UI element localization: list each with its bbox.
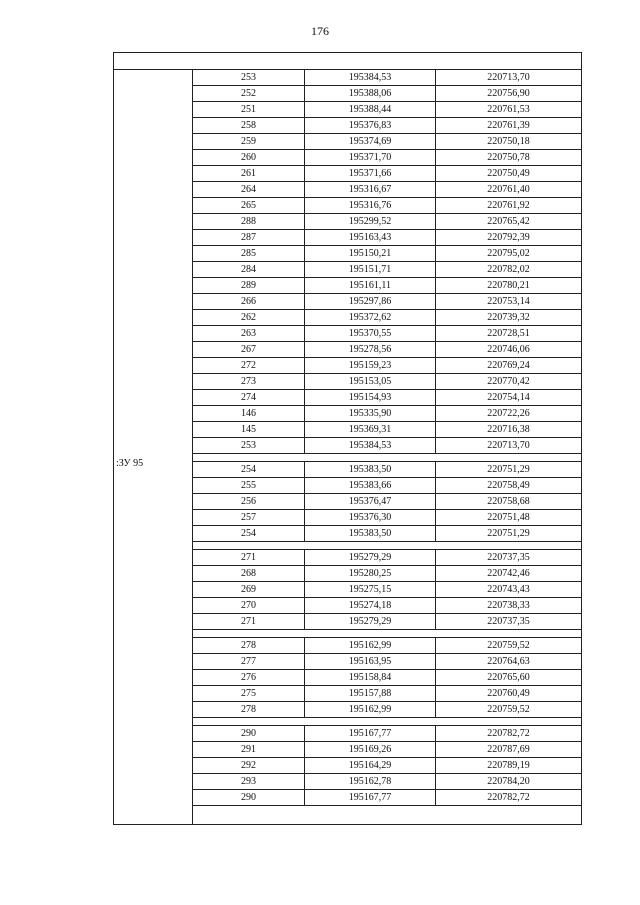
point-number: 253 [193, 70, 305, 85]
table-row [193, 582, 581, 598]
y-coordinate: 220795,02 [487, 248, 530, 259]
point-number: 256 [193, 494, 305, 509]
table-row [193, 102, 581, 118]
point-number: 274 [193, 390, 305, 405]
y-coordinate: 220750,18 [487, 136, 530, 147]
x-coordinate: 195376,47 [305, 494, 436, 509]
x-coordinate: 195169,26 [305, 742, 436, 757]
point-number: 146 [193, 406, 305, 421]
point-number: 260 [193, 150, 305, 165]
y-coordinate: 220760,49 [487, 688, 530, 699]
group-separator [193, 542, 581, 550]
x-coordinate: 195167,77 [305, 726, 436, 741]
table-row [193, 326, 581, 342]
coordinates-table [113, 52, 582, 825]
x-coordinate: 195388,44 [305, 102, 436, 117]
table-row [193, 686, 581, 702]
x-coordinate: 195161,11 [305, 278, 436, 293]
table-row [193, 598, 581, 614]
y-coordinate: 220737,35 [487, 552, 530, 563]
y-coordinate: 220751,48 [487, 512, 530, 523]
x-coordinate: 195158,84 [305, 670, 436, 685]
table-row [193, 478, 581, 494]
table-row [193, 422, 581, 438]
x-coordinate: 195157,88 [305, 686, 436, 701]
x-coordinate: 195388,06 [305, 86, 436, 101]
x-coordinate: 195163,95 [305, 654, 436, 669]
table-row [193, 166, 581, 182]
point-number: 287 [193, 230, 305, 245]
point-number: 284 [193, 262, 305, 277]
table-row [193, 390, 581, 406]
table-row [193, 70, 581, 86]
y-coordinate: 220761,53 [487, 104, 530, 115]
point-number: 264 [193, 182, 305, 197]
point-number: 257 [193, 510, 305, 525]
point-number: 285 [193, 246, 305, 261]
x-coordinate: 195279,29 [305, 550, 436, 565]
point-number: 258 [193, 118, 305, 133]
x-coordinate: 195279,29 [305, 614, 436, 629]
x-coordinate: 195374,69 [305, 134, 436, 149]
table-row [193, 374, 581, 390]
x-coordinate: 195371,66 [305, 166, 436, 181]
y-coordinate: 220769,24 [487, 360, 530, 371]
x-coordinate: 195278,56 [305, 342, 436, 357]
point-number: 255 [193, 478, 305, 493]
point-number: 289 [193, 278, 305, 293]
point-number: 259 [193, 134, 305, 149]
x-coordinate: 195162,99 [305, 702, 436, 717]
table-row [193, 134, 581, 150]
point-number: 262 [193, 310, 305, 325]
point-number: 278 [193, 702, 305, 717]
table-row [193, 462, 581, 478]
table-row [193, 246, 581, 262]
table-row [193, 262, 581, 278]
table-row [193, 214, 581, 230]
point-number: 269 [193, 582, 305, 597]
point-number: 252 [193, 86, 305, 101]
table-row [193, 670, 581, 686]
y-coordinate: 220738,33 [487, 600, 530, 611]
y-coordinate: 220782,72 [487, 792, 530, 803]
x-coordinate: 195164,29 [305, 758, 436, 773]
point-number: 254 [193, 462, 305, 477]
table-row [193, 702, 581, 718]
y-coordinate: 220765,60 [487, 672, 530, 683]
point-number: 251 [193, 102, 305, 117]
point-number: 277 [193, 654, 305, 669]
table-row [193, 526, 581, 542]
y-coordinate: 220761,40 [487, 184, 530, 195]
x-coordinate: 195153,05 [305, 374, 436, 389]
x-coordinate: 195383,66 [305, 478, 436, 493]
table-row [193, 310, 581, 326]
point-number: 261 [193, 166, 305, 181]
table-row [193, 86, 581, 102]
x-coordinate: 195150,21 [305, 246, 436, 261]
table-row [193, 550, 581, 566]
y-coordinate: 220751,29 [487, 464, 530, 475]
zone-label: :ЗУ 95 [116, 458, 144, 469]
y-coordinate: 220758,68 [487, 496, 530, 507]
point-number: 271 [193, 550, 305, 565]
point-number: 293 [193, 774, 305, 789]
y-coordinate: 220722,26 [487, 408, 530, 419]
y-coordinate: 220750,78 [487, 152, 530, 163]
y-coordinate: 220750,49 [487, 168, 530, 179]
point-number: 270 [193, 598, 305, 613]
y-coordinate: 220751,29 [487, 528, 530, 539]
y-coordinate: 220742,46 [487, 568, 530, 579]
x-coordinate: 195159,23 [305, 358, 436, 373]
x-coordinate: 195384,53 [305, 70, 436, 85]
table-row [193, 510, 581, 526]
point-number: 275 [193, 686, 305, 701]
y-coordinate: 220753,14 [487, 296, 530, 307]
x-coordinate: 195274,18 [305, 598, 436, 613]
y-coordinate: 220765,42 [487, 216, 530, 227]
y-coordinate: 220758,49 [487, 480, 530, 491]
y-coordinate: 220780,21 [487, 280, 530, 291]
y-coordinate: 220761,92 [487, 200, 530, 211]
y-coordinate: 220728,51 [487, 328, 530, 339]
y-coordinate: 220782,02 [487, 264, 530, 275]
y-coordinate: 220754,14 [487, 392, 530, 403]
point-number: 265 [193, 198, 305, 213]
y-coordinate: 220756,90 [487, 88, 530, 99]
y-coordinate: 220782,72 [487, 728, 530, 739]
point-number: 290 [193, 790, 305, 805]
y-coordinate: 220761,39 [487, 120, 530, 131]
page-number: 176 [311, 24, 329, 38]
y-coordinate: 220739,32 [487, 312, 530, 323]
table-row [193, 150, 581, 166]
point-number: 278 [193, 638, 305, 653]
y-coordinate: 220743,43 [487, 584, 530, 595]
x-coordinate: 195384,53 [305, 438, 436, 453]
x-coordinate: 195383,50 [305, 526, 436, 541]
point-number: 254 [193, 526, 305, 541]
table-row [193, 790, 581, 806]
y-coordinate: 220713,70 [487, 440, 530, 451]
x-coordinate: 195316,67 [305, 182, 436, 197]
y-coordinate: 220787,69 [487, 744, 530, 755]
table-row [193, 438, 581, 454]
x-coordinate: 195151,71 [305, 262, 436, 277]
point-number: 292 [193, 758, 305, 773]
x-coordinate: 195163,43 [305, 230, 436, 245]
table-header-row [114, 53, 581, 70]
x-coordinate: 195275,15 [305, 582, 436, 597]
x-coordinate: 195299,52 [305, 214, 436, 229]
table-row [193, 758, 581, 774]
table-row [193, 742, 581, 758]
point-number: 268 [193, 566, 305, 581]
x-coordinate: 195376,30 [305, 510, 436, 525]
x-coordinate: 195154,93 [305, 390, 436, 405]
y-coordinate: 220789,19 [487, 760, 530, 771]
group-separator [193, 630, 581, 638]
table-row [193, 118, 581, 134]
x-coordinate: 195376,83 [305, 118, 436, 133]
x-coordinate: 195297,86 [305, 294, 436, 309]
x-coordinate: 195280,25 [305, 566, 436, 581]
table-row [193, 726, 581, 742]
table-row [193, 230, 581, 246]
x-coordinate: 195383,50 [305, 462, 436, 477]
point-number: 267 [193, 342, 305, 357]
x-coordinate: 195162,99 [305, 638, 436, 653]
table-row [193, 358, 581, 374]
x-coordinate: 195335,90 [305, 406, 436, 421]
point-number: 290 [193, 726, 305, 741]
zone-label-column [114, 70, 193, 824]
point-number: 266 [193, 294, 305, 309]
point-number: 276 [193, 670, 305, 685]
y-coordinate: 220792,39 [487, 232, 530, 243]
y-coordinate: 220746,06 [487, 344, 530, 355]
point-number: 272 [193, 358, 305, 373]
point-number: 271 [193, 614, 305, 629]
table-row [193, 774, 581, 790]
table-row [193, 566, 581, 582]
table-row [193, 342, 581, 358]
x-coordinate: 195369,31 [305, 422, 436, 437]
point-number: 291 [193, 742, 305, 757]
point-number: 145 [193, 422, 305, 437]
y-coordinate: 220784,20 [487, 776, 530, 787]
point-number: 288 [193, 214, 305, 229]
x-coordinate: 195316,76 [305, 198, 436, 213]
point-number: 253 [193, 438, 305, 453]
table-row [193, 278, 581, 294]
y-coordinate: 220770,42 [487, 376, 530, 387]
group-separator [193, 718, 581, 726]
x-coordinate: 195167,77 [305, 790, 436, 805]
group-separator [193, 454, 581, 462]
table-row [193, 494, 581, 510]
table-row [193, 198, 581, 214]
y-coordinate: 220759,52 [487, 640, 530, 651]
point-number: 273 [193, 374, 305, 389]
table-row [193, 614, 581, 630]
table-row [193, 182, 581, 198]
table-row [193, 638, 581, 654]
table-row [193, 654, 581, 670]
y-coordinate: 220737,35 [487, 616, 530, 627]
y-coordinate: 220764,63 [487, 656, 530, 667]
table-row [193, 406, 581, 422]
x-coordinate: 195372,62 [305, 310, 436, 325]
table-row [193, 294, 581, 310]
x-coordinate: 195162,78 [305, 774, 436, 789]
x-coordinate: 195370,55 [305, 326, 436, 341]
point-number: 263 [193, 326, 305, 341]
y-coordinate: 220759,52 [487, 704, 530, 715]
y-coordinate: 220716,38 [487, 424, 530, 435]
x-coordinate: 195371,70 [305, 150, 436, 165]
y-coordinate: 220713,70 [487, 72, 530, 83]
